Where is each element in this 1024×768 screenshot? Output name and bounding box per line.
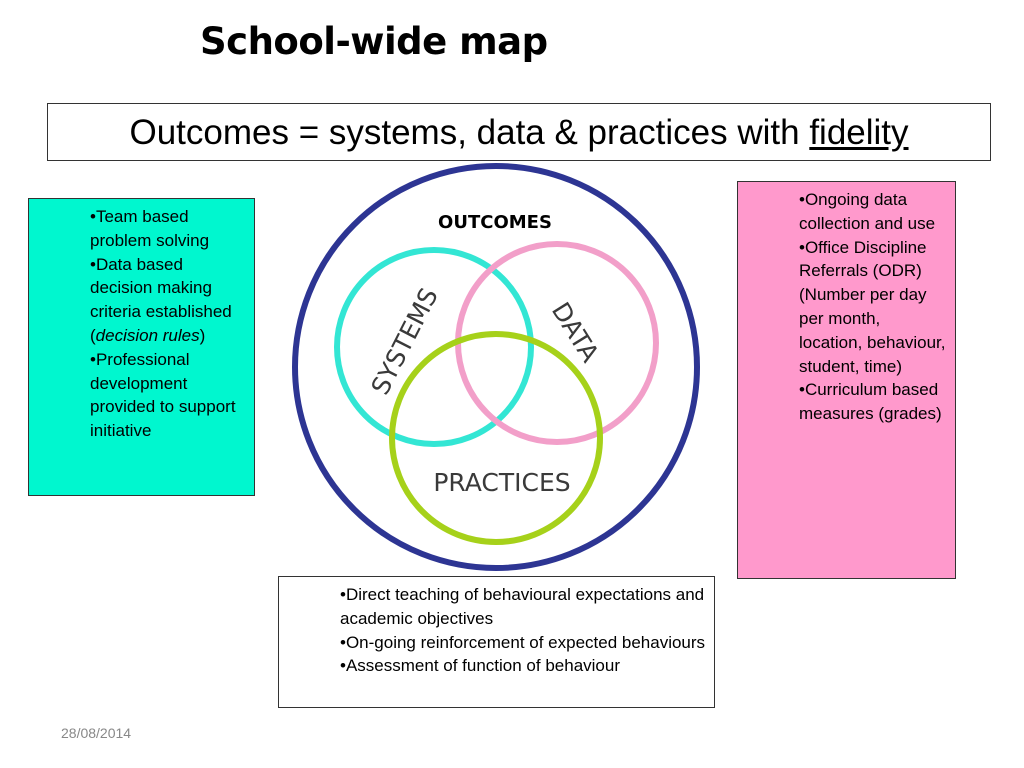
list-item-italic: decision rules: [95, 325, 200, 345]
list-item: •Team based problem solving: [90, 207, 210, 250]
systems-box: [28, 198, 255, 496]
list-item: •Assessment of function of behaviour: [340, 656, 620, 676]
subtitle-text: Outcomes = systems, data & practices with: [129, 112, 810, 152]
list-item: [90, 253, 244, 348]
list-item: •On-going reinforcement of expected behaviours: [340, 632, 706, 652]
list-item: •Professional development provided to support initiative: [90, 349, 236, 441]
list-item: •Ongoing data collection and use: [799, 190, 936, 233]
practices-label: PRACTICES: [433, 468, 571, 497]
list-item: •Curriculum based measures (grades): [799, 380, 942, 424]
data-label: DATA: [545, 297, 605, 368]
subtitle-emphasis: fidelity: [809, 112, 909, 152]
practices-box: [278, 576, 715, 708]
systems-label: SYSTEMS: [365, 283, 444, 400]
list-item: •Office Discipline Referrals (ODR) (Number per day per month, location, behaviour, student, time): [799, 237, 946, 376]
list-item: •Direct teaching of behavioural expectations and academic objectives: [340, 585, 705, 628]
practices-circle: [392, 334, 600, 542]
data-circle: [458, 244, 656, 442]
practices-list: [279, 577, 714, 678]
systems-circle: [337, 250, 531, 444]
slide-date: 28/08/2014: [61, 725, 132, 741]
data-box: [737, 181, 956, 579]
outcomes-label: OUTCOMES: [438, 212, 552, 233]
list-item-text: •Data based decision making criteria established (: [90, 254, 232, 345]
list-item-text-after: ): [199, 325, 206, 345]
data-list: [738, 182, 955, 426]
systems-list: [29, 199, 254, 443]
slide-title: School-wide map: [200, 20, 548, 63]
